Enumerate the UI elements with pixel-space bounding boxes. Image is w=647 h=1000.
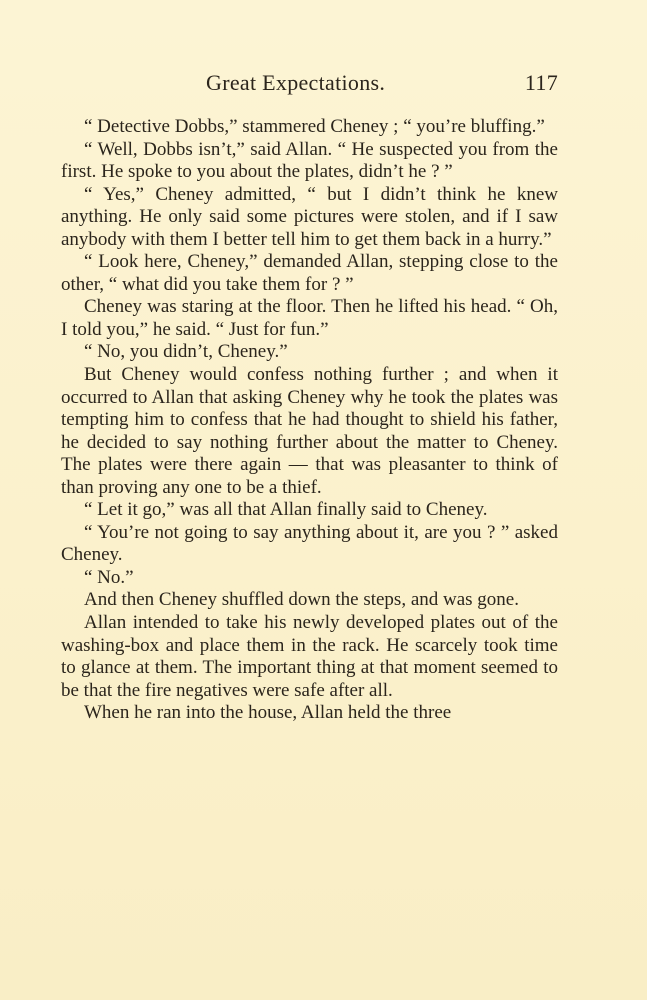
running-title: Great Expectations. [206, 70, 386, 95]
page-number: 117 [524, 70, 558, 95]
paragraph: But Cheney would confess nothing further ; and when it occurred to Allan that asking Cheney why he took the plates was tempting him to confess that he had thought to shield his father, he decided to say nothing further about the matter to Cheney. The plates were there again — that was pleasanter to think of than proving any one to be a thief. [61, 364, 558, 498]
paragraph: “ Detective Dobbs,” stammered Cheney ; “ you’re bluffing.” [84, 116, 545, 137]
paragraph: And then Cheney shuffled down the steps, and was gone. [84, 589, 519, 611]
paragraph: “ Well, Dobbs isn’t,” said Allan. “ He suspected you from the first. He spoke to you about the plates, didn’t he ? ” [61, 138, 558, 183]
paragraph: “ No, you didn’t, Cheney.” [84, 341, 288, 363]
paragraph: When he ran into the house, Allan held the three [84, 702, 452, 724]
paragraph: “ Look here, Cheney,” demanded Allan, stepping close to the other, “ what did you take them for ? ” [61, 251, 558, 295]
paragraph: Allan intended to take his newly developed plates out of the washing-box and place them in the rack. He scarcely took time to glance at them. The important thing at that moment seemed to be that the fire negatives were safe after all. [61, 612, 558, 701]
body-text [61, 116, 558, 725]
running-head [60, 70, 560, 102]
paragraph: “ You’re not going to say anything about it, are you ? ” asked Cheney. [61, 521, 558, 566]
paragraph: Cheney was staring at the floor. Then he lifted his head. “ Oh, I told you,” he said. “ Just for fun.” [61, 296, 558, 340]
paragraph: “ Let it go,” was all that Allan finally said to Cheney. [84, 499, 488, 521]
paragraph: “ Yes,” Cheney admitted, “ but I didn’t think he knew anything. He only said some pictures were stolen, and if I saw anybody with them I better tell him to get them back in a hurry.” [61, 183, 558, 250]
paragraph: “ No.” [84, 566, 134, 588]
